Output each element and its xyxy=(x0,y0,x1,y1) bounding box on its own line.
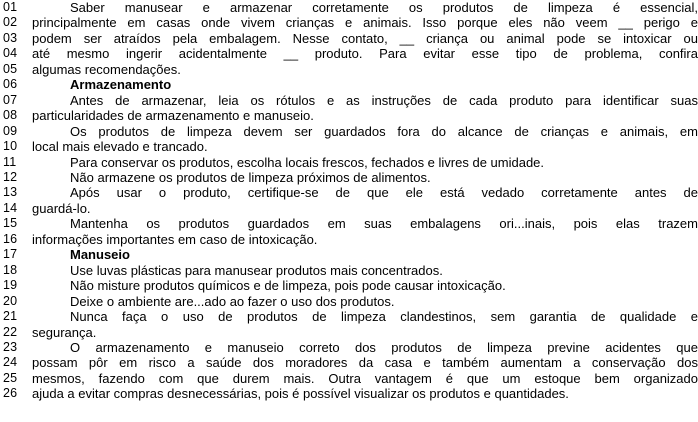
text-line xyxy=(0,201,698,216)
text-line xyxy=(0,232,698,247)
line-text: Após usar o produto, certifique-se de que ele está vedado corretamente antes de xyxy=(70,185,698,201)
text-line xyxy=(0,77,698,92)
text-line xyxy=(0,216,698,231)
line-text: possam pôr em risco a saúde dos moradores da casa e também aumentam a conservação dos xyxy=(32,355,698,371)
line-text: informações importantes em caso de intoxicação. xyxy=(32,231,318,247)
line-number: 02 xyxy=(3,15,18,30)
line-text: Não misture produtos químicos e de limpeza, pois pode causar intoxicação. xyxy=(70,278,506,294)
text-line xyxy=(0,386,698,401)
line-number: 13 xyxy=(3,185,18,200)
line-number: 16 xyxy=(3,231,18,246)
line-number: 15 xyxy=(3,216,18,231)
line-number: 08 xyxy=(3,108,18,123)
line-text: Antes de armazenar, leia os rótulos e as instruções de cada produto para identificar suas xyxy=(70,92,698,108)
text-line xyxy=(0,62,698,77)
line-text: até mesmo ingerir acidentalmente __ produto. Para evitar esse tipo de problema, confira xyxy=(32,46,698,62)
line-number: 24 xyxy=(3,355,18,370)
line-number: 21 xyxy=(3,309,18,324)
line-number: 19 xyxy=(3,278,18,293)
line-text: guardá-lo. xyxy=(32,200,91,216)
line-number: 26 xyxy=(3,386,18,401)
line-text: Mantenha os produtos guardados em suas embalagens ori...inais, pois elas trazem xyxy=(70,216,698,232)
text-line xyxy=(0,325,698,340)
line-number: 05 xyxy=(3,61,18,76)
line-text: Deixe o ambiente are...ado ao fazer o uso dos produtos. xyxy=(70,293,395,309)
text-line xyxy=(0,31,698,46)
line-number: 06 xyxy=(3,77,18,92)
line-text: ajuda a evitar compras desnecessárias, pois é possível visualizar os produtos e quantidades. xyxy=(32,386,569,402)
text-line xyxy=(0,340,698,355)
line-text: Nunca faça o uso de produtos de limpeza clandestinos, sem garantia de qualidade e xyxy=(70,309,698,325)
text-line xyxy=(0,139,698,154)
text-line xyxy=(0,46,698,61)
line-text: Não armazene os produtos de limpeza próximos de alimentos. xyxy=(70,169,431,185)
line-text: O armazenamento e manuseio correto dos produtos de limpeza previne acidentes que xyxy=(70,339,698,355)
line-text: Os produtos de limpeza devem ser guardados fora do alcance de crianças e animais, em xyxy=(70,123,698,139)
line-number: 20 xyxy=(3,293,18,308)
line-number: 09 xyxy=(3,123,18,138)
line-number: 23 xyxy=(3,339,18,354)
line-number: 04 xyxy=(3,46,18,61)
line-number: 14 xyxy=(3,200,18,215)
line-number: 07 xyxy=(3,92,18,107)
line-number: 11 xyxy=(3,154,17,169)
text-line xyxy=(0,155,698,170)
line-text: local mais elevado e trancado. xyxy=(32,139,208,155)
line-number: 10 xyxy=(3,139,18,154)
text-line xyxy=(0,170,698,185)
line-text: Para conservar os produtos, escolha locais frescos, fechados e livres de umidade. xyxy=(70,154,545,170)
line-text: Manuseio xyxy=(70,247,130,263)
line-number: 17 xyxy=(3,247,18,262)
line-text: particularidades de armazenamento e manuseio. xyxy=(32,108,314,124)
text-line xyxy=(0,309,698,324)
text-line xyxy=(0,185,698,200)
text-line xyxy=(0,371,698,386)
line-number: 22 xyxy=(3,324,18,339)
text-line xyxy=(0,0,698,15)
text-line xyxy=(0,278,698,293)
line-number: 03 xyxy=(3,30,18,45)
text-line xyxy=(0,247,698,262)
line-number: 12 xyxy=(3,169,18,184)
text-line xyxy=(0,93,698,108)
text-line xyxy=(0,263,698,278)
line-number: 25 xyxy=(3,370,18,385)
line-text: algumas recomendações. xyxy=(32,61,181,77)
line-text: principalmente em casas onde vivem crianças e animais. Isso porque eles não veem __ perigo e xyxy=(32,15,698,31)
text-line xyxy=(0,108,698,123)
line-text: podem ser atraídos pela embalagem. Nesse contato, __ criança ou animal pode se intoxicar ou xyxy=(32,30,698,46)
text-line xyxy=(0,355,698,370)
line-text: mesmos, fazendo com que durem mais. Outra vantagem é que um estoque bem organizado xyxy=(32,370,698,386)
text-line xyxy=(0,124,698,139)
line-number: 01 xyxy=(3,0,18,14)
line-text: Use luvas plásticas para manusear produtos mais concentrados. xyxy=(70,262,443,278)
text-line xyxy=(0,15,698,30)
text-line xyxy=(0,294,698,309)
line-text: Saber manusear e armazenar corretamente os produtos de limpeza é essencial, xyxy=(70,0,698,15)
line-text: Armazenamento xyxy=(70,77,172,93)
line-text: segurança. xyxy=(32,324,97,340)
line-number: 18 xyxy=(3,262,18,277)
